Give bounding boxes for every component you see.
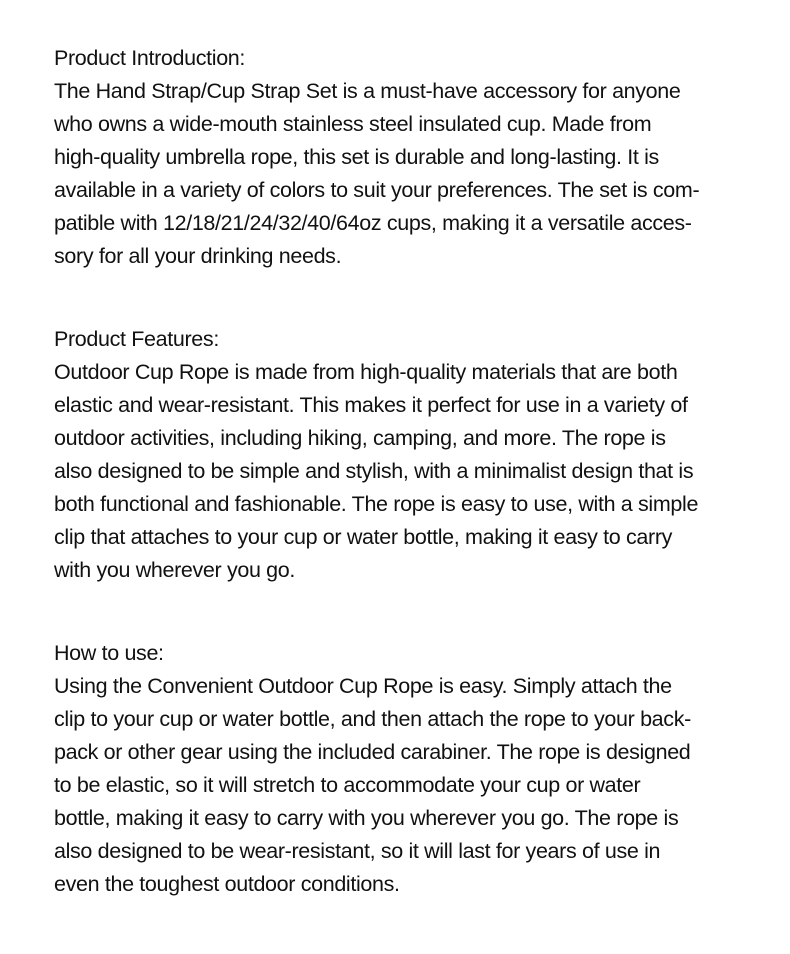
section-body: Using the Convenient Outdoor Cup Rope is easy. Simply attach the clip to your cup or water bottle, and then attach the rope to your back- pack or other gear using the included carabiner. The rope is designed to be elastic, so it will stretch to accommodate your cup or water bottle, making it easy to carry with you wherever you go. The rope is also designed to be wear-resistant, so it will last for years of use in even the toughest outdoor conditions. — [54, 674, 691, 896]
section-product-features — [54, 323, 744, 587]
section-product-introduction — [54, 42, 744, 273]
section-how-to-use — [54, 637, 744, 901]
section-heading: Product Introduction: — [54, 46, 246, 70]
product-description — [54, 42, 744, 901]
section-heading: How to use: — [54, 641, 164, 665]
section-body: The Hand Strap/Cup Strap Set is a must-have accessory for anyone who owns a wide-mouth stainless steel insulated cup. Made from high-quality umbrella rope, this set is durable and long-lasting. It is available in a variety of colors to suit your preferences. The set is com- patible with 12/18/21/24/32/40/64oz cups, making it a versatile acces- sory for all your drinking needs. — [54, 79, 700, 268]
section-heading: Product Features: — [54, 327, 219, 351]
section-body: Outdoor Cup Rope is made from high-quality materials that are both elastic and wear-resistant. This makes it perfect for use in a variety of outdoor activities, including hiking, camping, and more. The rope is also designed to be simple and stylish, with a minimalist design that is both functional and fashionable. The rope is easy to use, with a simple clip that attaches to your cup or water bottle, making it easy to carry with you wherever you go. — [54, 360, 699, 582]
